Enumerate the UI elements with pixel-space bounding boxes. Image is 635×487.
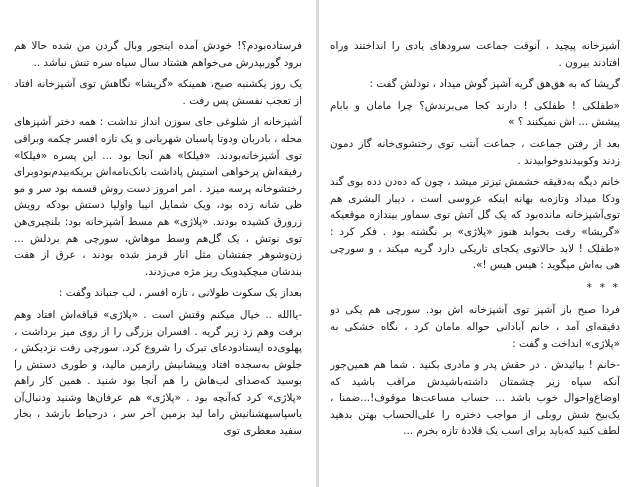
page-gutter — [316, 0, 319, 487]
right-paragraph-3: «طفلکی ! طفلکی ! دارند کجا می‌برندش؟ چرا مامان و بابام پیشش ... اش نمیکنند ؟ » — [330, 99, 620, 129]
left-paragraph-2: یک روز یکشنبه صبح، همینکه «گریشا» نگاهش توی آشپزخانه افتاد از تعجب نفسش پس رفت . — [14, 78, 302, 107]
right-page — [330, 38, 620, 478]
right-paragraph-5: خانم دیگه به‌دقیقه خشمش تیزتر میشد ، چون که ده‌دن دده بوی گند ودکا میداد وتازه‌به بهانه اینکه عروسی است ، دیبار البشری هم توی‌آشپزخانه مانده‌بود که یک گل آتش توی سماور بیندازه موقعیکه «گریشا» رفت بخوابد هنوز «پلاژی» بر نگشته بود . فکر کرد : «طفلک ! لابد حالاتوی یکجای تاریکی دارد گریه میکند ، و سورچی هی به‌اش میگوید : هیس هیس !». — [330, 176, 620, 272]
right-paragraph-6: فردا صبح باز آشپز توی آشپزخانه اش بود. سورچی هم یکی دو دقیقه‌ای آمد ، خانم آبادانی حواله مامان کرد ، نگاه خشکی به «پلاژی» انداخت و گفت : — [330, 304, 620, 350]
right-paragraph-7: -خانم ! بیائیدش . در حقش پدر و مادری بکنید . شما هم همین‌جور آنکه سپاه زیر چشمتان داشته‌باشید‌ش مراقب باشید که اوضاع‌واحوال خوب باشد ... حساب مساعت‌ها موقوف!...ضمنا ، یک‌بیخ شش روبلی از مواجب دختره را علی‌الحساب بهتن بدهید لطف کنید که‌باید برای اسب یک قلادهٔ تازه بخرم ... — [330, 359, 620, 438]
left-paragraph-3: آشپزخانه از شلوغی جای سوزن انداز نداشت : همه دختر آشپزهای محله ، بادربان ودوتا پاسبان شهربانی و یک تازه افسر چکمه وبراقی توی آشپزخانه‌بودند. «فیلکا» هم آنجا بود ... این پسره «فیلکا» رفیقه‌اش پرخواهی استیش پاداشت بانک‌نامه‌اش بریکه‌بیدم‌بودوبرای رختشوخانه پرسه میزد . امر امروز دست روش قسمه بود سر و مو ظی شانه زده بود، ویک شمایل انیبا واولیا دستش بودکه رویش زرورق کشیده بودند. «پلاژی» هم مسط آشپزخانه بود: بلنچیری‌هن توی نوتش ، یک گل‌هم وسط موهاش، سورچی‌ هم بردلش ... زن‌وشوهر جفتشان مثل انار قرمز شده بودند ، عرق از هفت بندشان میچکیدویک ریز مژه می‌زدند. — [14, 116, 302, 278]
left-paragraph-1: فرستاده‌بودم؟! خودش آمده اینجور وبال گردن من شده حالا هم برود گوربپدرش می‌خواهم هشتاد سال سیاه سره تنش نباشد .. — [14, 40, 302, 69]
section-separator: * * * — [586, 280, 620, 294]
left-page — [14, 38, 302, 478]
right-paragraph-2: گریشا که به هق‌هق گریه آشپز گوش میداد ، تودلش گفت : — [369, 78, 620, 91]
right-paragraph-4: بعد از رفتن جماعت ، جماعت آنتب توی رختشوی‌خانه گاز دمون زدند وکوبیدندوخوابیدند . — [330, 137, 620, 167]
right-paragraph-1: آشپزخانه پیچید ، آنوقت جماعت سرود‌های یادی را انداختند وراه افتادند بیرون . — [330, 40, 620, 69]
left-paragraph-4: بعداز یک سکوت طولانی ، تازه افسر ، لب جنباند وگفت : — [58, 287, 302, 300]
left-paragraph-5: -یاالله .. خیال میکنم وقتش است . «پلاژی» قباقه‌اش افتاد وهم برفت وهم زد زیر گریه . افسران بزرگی را از روی میز برداشت ، پهلوی‌ده ایستادودعای تبرک را شروع کرد. سورچی رفت نزدیکش ، جلوش به‌سجده افتاد وپیشانیش رازمین مالید، و طوری دستش را بوسید که‌صدای لب‌هاش را هم آنجا بود شنید . همین کار راهم «پلاژی» کرد که‌آنچه بود . «پلاژی» هم عرفان‌ها وشنید ودنبال‌آن یاسپاسیهشنانیش راما لید بزمین آخر سر ، درحیاط بازشد ، بخار سفید معطری توی — [14, 308, 302, 438]
